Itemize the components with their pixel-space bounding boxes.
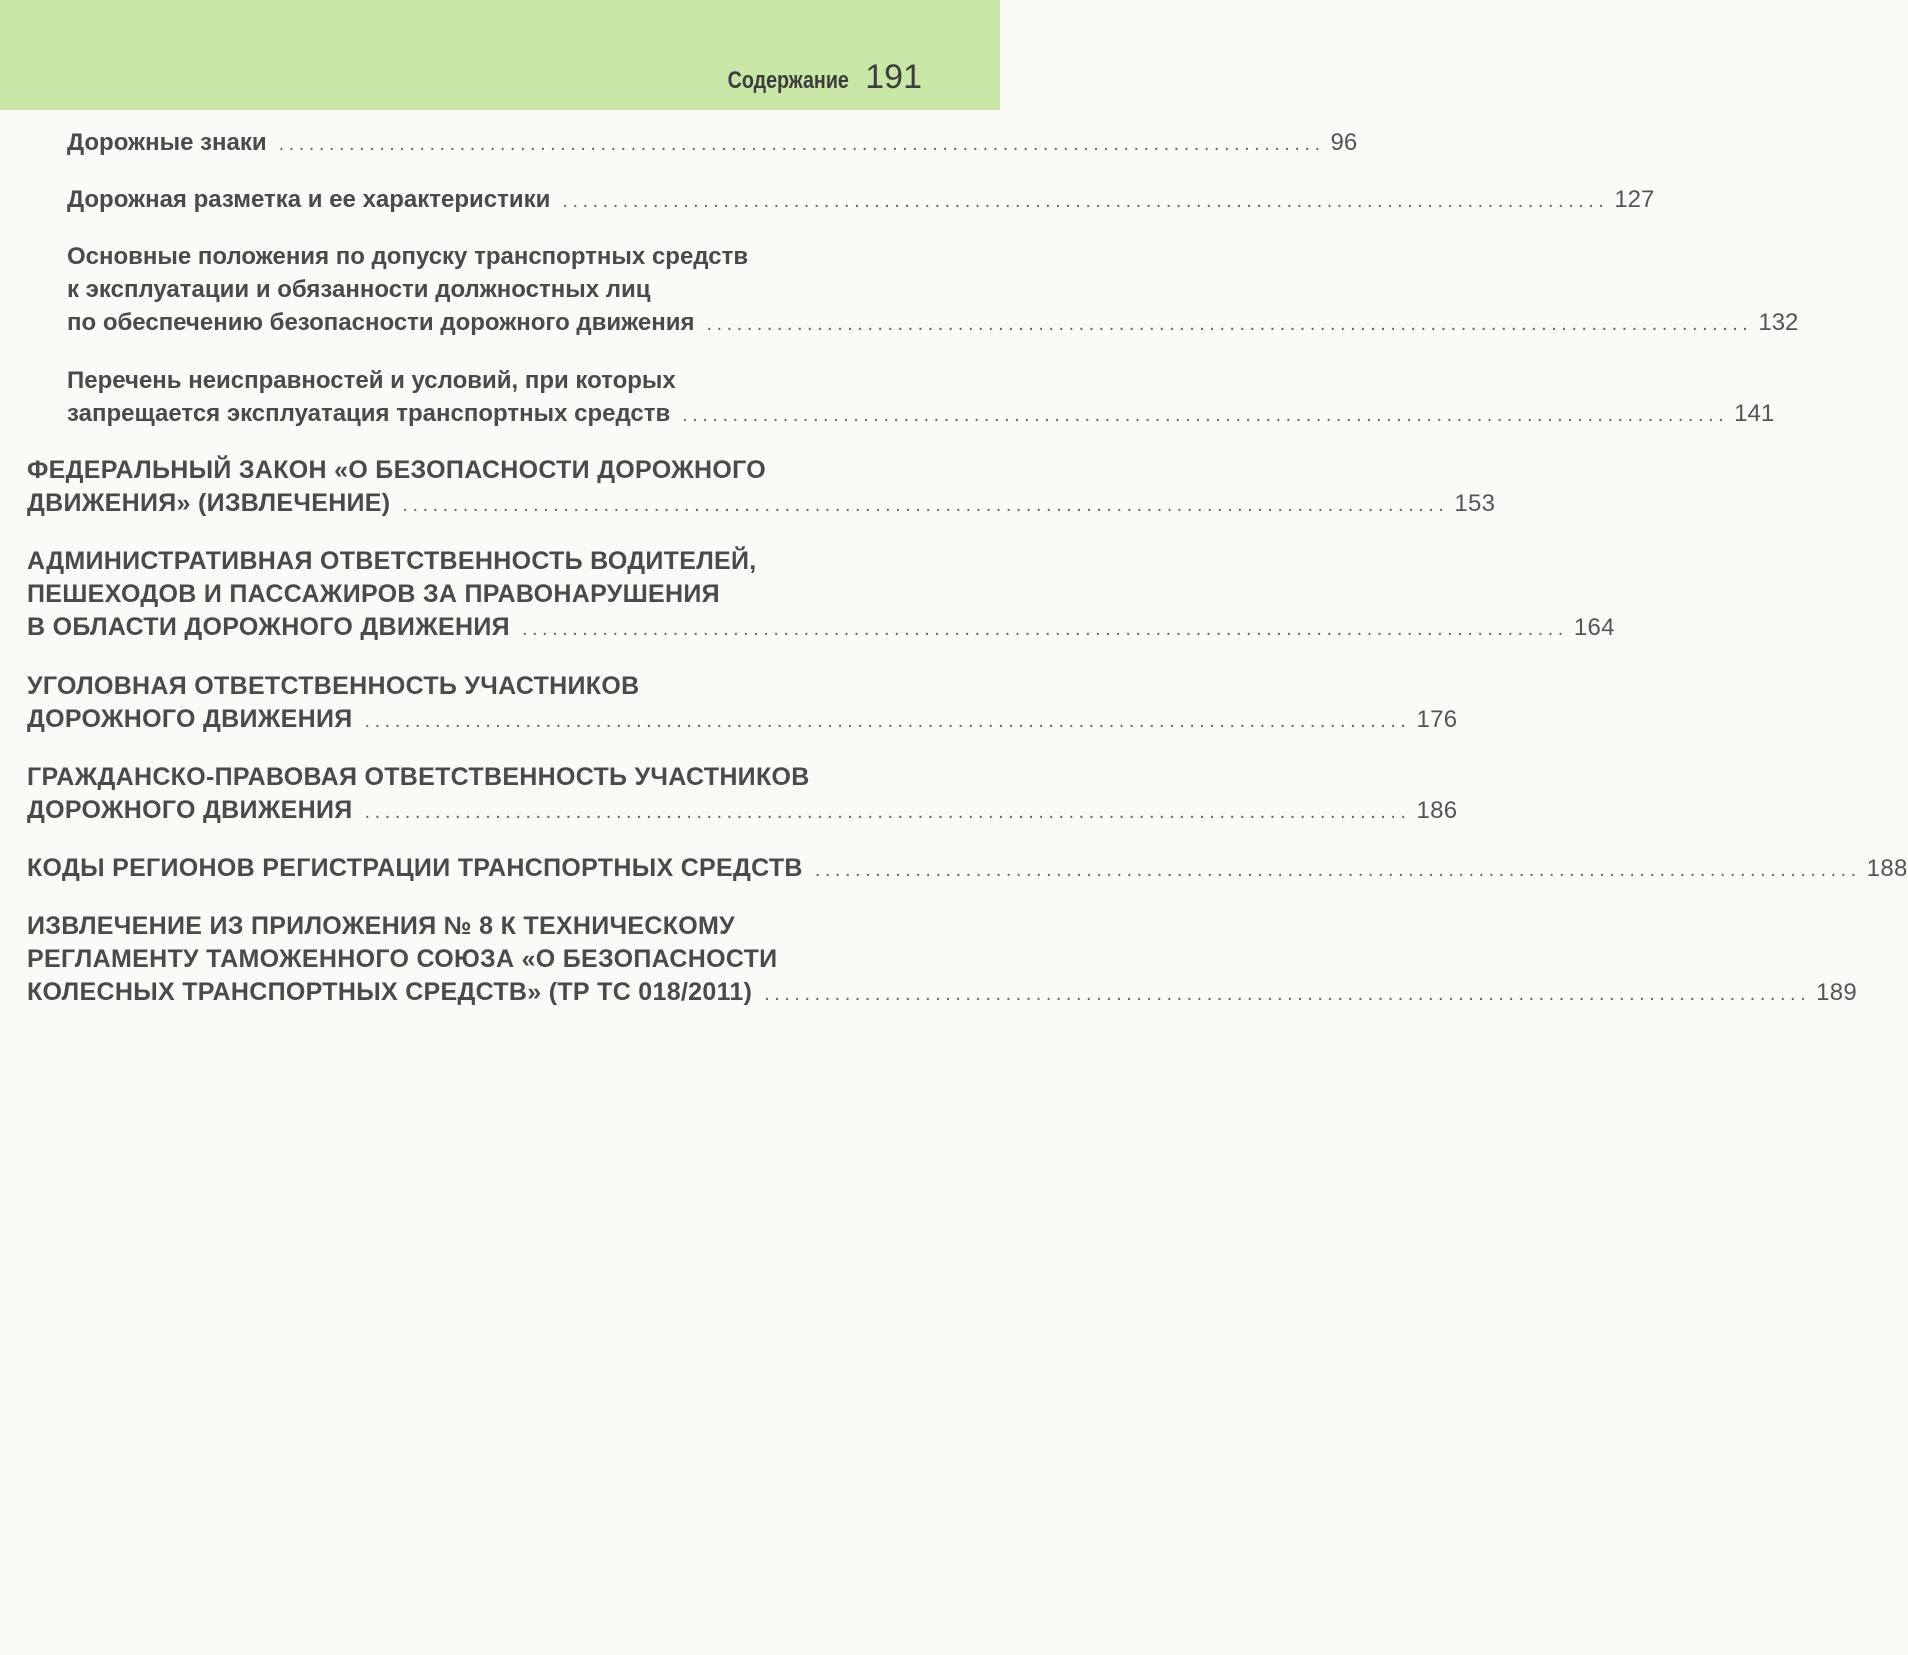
toc-entry-text: Перечень неисправностей и условий, при которых <box>67 367 676 394</box>
toc-entry-civil-liability[interactable] <box>27 761 1458 829</box>
toc-entry-text: ФЕДЕРАЛЬНЫЙ ЗАКОН «О БЕЗОПАСНОСТИ ДОРОЖНОГО <box>27 456 766 484</box>
leader-dots: ........................................................................................................ <box>521 618 1568 640</box>
toc-entry-page: 186 <box>1416 797 1458 824</box>
toc-entry-region-codes[interactable] <box>27 852 1908 887</box>
leader-dots: ........................................................................................................ <box>364 801 1411 823</box>
running-title: Содержание <box>728 67 850 94</box>
toc-entry-page: 96 <box>1330 129 1358 156</box>
toc-entry-text: РЕГЛАМЕНТУ ТАМОЖЕННОГО СОЮЗА «О БЕЗОПАСНОСТИ <box>27 945 778 973</box>
toc-entry-road-markings[interactable] <box>67 183 1655 218</box>
toc-entry-text: ДОРОЖНОГО ДВИЖЕНИЯ <box>27 705 353 733</box>
toc-entry-technical-regulation-extract[interactable] <box>27 910 1858 1011</box>
toc-entry-text: ИЗВЛЕЧЕНИЕ ИЗ ПРИЛОЖЕНИЯ № 8 К ТЕХНИЧЕСКОМУ <box>27 912 736 940</box>
toc-entry-page: 141 <box>1734 400 1775 427</box>
toc-entry-text: КОЛЕСНЫХ ТРАНСПОРТНЫХ СРЕДСТВ» (ТР ТС 018/2011) <box>27 978 753 1006</box>
toc-entry-text: по обеспечению безопасности дорожного движения <box>67 309 695 336</box>
toc-entry-text: Основные положения по допуску транспортных средств <box>67 243 749 270</box>
leader-dots: ........................................................................................................ <box>364 710 1411 732</box>
toc-entry-vehicle-admission[interactable] <box>67 240 1799 341</box>
toc-entry-page: 153 <box>1454 490 1496 517</box>
toc-entry-road-signs[interactable] <box>67 126 1358 161</box>
toc-entry-administrative-liability[interactable] <box>27 545 1615 646</box>
leader-dots: ........................................................................................................ <box>764 983 1811 1005</box>
toc-entry-text: УГОЛОВНАЯ ОТВЕТСТВЕННОСТЬ УЧАСТНИКОВ <box>27 672 640 700</box>
leader-dots: ........................................................................................................ <box>706 313 1753 335</box>
toc-entry-page: 176 <box>1416 706 1458 733</box>
leader-dots: ........................................................................................................ <box>278 133 1325 155</box>
toc-entry-text: запрещается эксплуатация транспортных средств <box>67 400 671 427</box>
page-number: 191 <box>865 58 922 96</box>
toc-entry-page: 189 <box>1816 979 1858 1006</box>
toc-entry-text: Дорожные знаки <box>67 129 267 156</box>
toc-entry-text: В ОБЛАСТИ ДОРОЖНОГО ДВИЖЕНИЯ <box>27 613 510 641</box>
leader-dots: ........................................................................................................ <box>562 190 1609 212</box>
toc-entry-criminal-liability[interactable] <box>27 670 1458 738</box>
toc-entry-text: ДВИЖЕНИЯ» (ИЗВЛЕЧЕНИЕ) <box>27 489 391 517</box>
leader-dots: ........................................................................................................ <box>814 859 1861 881</box>
toc-entry-text: к эксплуатации и обязанности должностных лиц <box>67 276 651 303</box>
toc-entry-page: 188 <box>1866 855 1908 882</box>
toc-entry-page: 164 <box>1573 614 1615 641</box>
toc-entry-text: Дорожная разметка и ее характеристики <box>67 186 551 213</box>
toc-entry-text: ДОРОЖНОГО ДВИЖЕНИЯ <box>27 796 353 824</box>
toc-entry-federal-law[interactable] <box>27 454 1496 522</box>
leader-dots: ........................................................................................................ <box>402 494 1449 516</box>
toc-entry-malfunctions-list[interactable] <box>67 364 1775 432</box>
toc-entry-text: АДМИНИСТРАТИВНАЯ ОТВЕТСТВЕННОСТЬ ВОДИТЕЛЕЙ, <box>27 547 757 575</box>
toc-entry-text: ПЕШЕХОДОВ И ПАССАЖИРОВ ЗА ПРАВОНАРУШЕНИЯ <box>27 580 720 608</box>
running-header <box>701 58 922 97</box>
toc-entry-text: ГРАЖДАНСКО-ПРАВОВАЯ ОТВЕТСТВЕННОСТЬ УЧАСТНИКОВ <box>27 763 810 791</box>
toc-entry-page: 132 <box>1758 309 1799 336</box>
header-band <box>0 0 1000 110</box>
toc-entry-text: КОДЫ РЕГИОНОВ РЕГИСТРАЦИИ ТРАНСПОРТНЫХ СРЕДСТВ <box>27 854 803 882</box>
leader-dots: ........................................................................................................ <box>682 404 1729 426</box>
toc-entry-page: 127 <box>1614 186 1655 213</box>
